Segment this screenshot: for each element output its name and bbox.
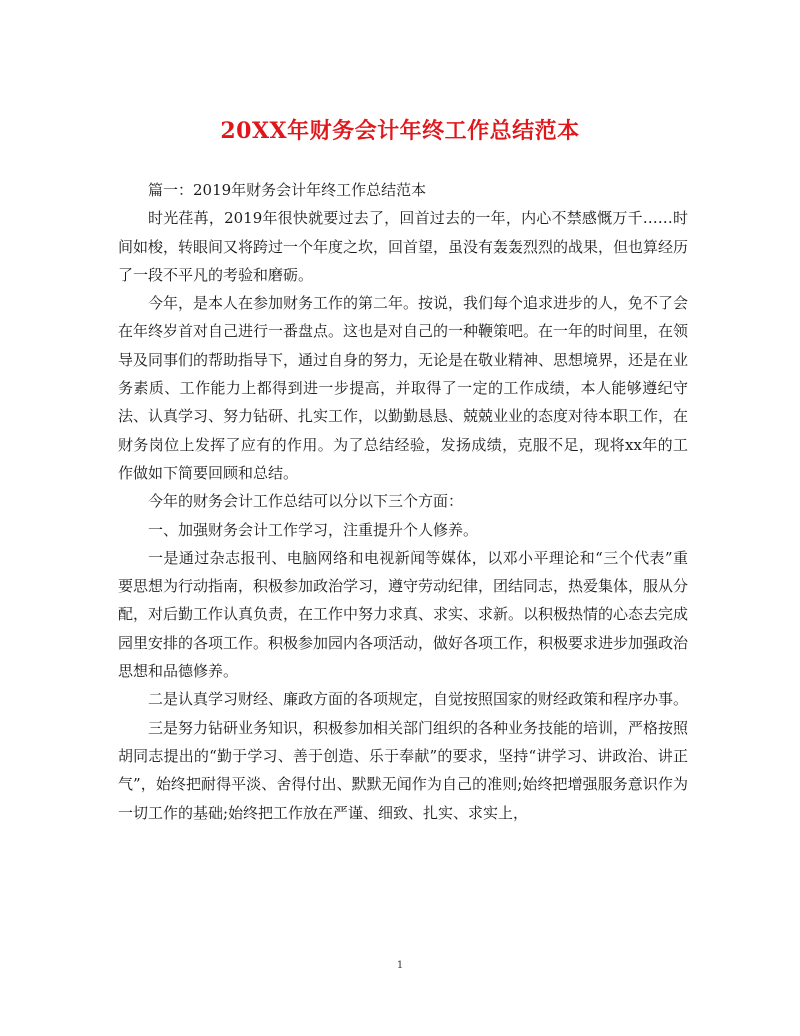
page-number: 1 (396, 960, 404, 971)
paragraph-aspects-intro: 今年的财务会计工作总结可以分以下三个方面： (148, 492, 464, 511)
paragraph-aspect-one-heading: 一、加强财务会计工作学习，注重提升个人修养。 (148, 520, 479, 539)
paragraph-section-heading: 篇一：2019年财务会计年终工作总结范本 (148, 181, 427, 199)
document-title: 20XX年财务会计年终工作总结范本 (220, 118, 580, 144)
document-body (118, 176, 688, 827)
paragraph-point-three: 三是努力钻研业务知识，积极参加相关部门组织的各种业务技能的培训，严格按照胡同志提出的“勤于学习、善于创造、乐于奉献”的要求，坚持“讲学习、讲政治、讲正气”，始终把耐得平淡、舍得付出、默默无闻作为自己的准则;始终把增强服务意识作为一切工作的基础;始终把工作放在严谨、细致、扎实、求实上， (118, 718, 689, 822)
paragraph-intro: 时光荏苒，2019年很快就要过去了，回首过去的一年，内心不禁感慨万千……时间如梭，转眼间又将跨过一个年度之坎，回首望，虽没有轰轰烈烈的战果，但也算经历了一段不平凡的考验和磨砺。 (118, 209, 689, 284)
paragraph-point-two: 二是认真学习财经、廉政方面的各项规定，自觉按照国家的财经政策和程序办事。 (148, 690, 689, 709)
paragraph-overview: 今年，是本人在参加财务工作的第二年。按说，我们每个追求进步的人，免不了会在年终岁首对自己进行一番盘点。这也是对自己的一种鞭策吧。在一年的时间里，在领导及同事们的帮助指导下，通过自身的努力，无论是在敬业精神、思想境界，还是在业务素质、工作能力上都得到进一步提高，并取得了一定的工作成绩，本人能够遵纪守法、认真学习、努力钻研、扎实工作，以勤勤恳恳、兢兢业业的态度对待本职工作，在财务岗位上发挥了应有的作用。为了总结经验，发扬成绩，克服不足，现将xx年的工作做如下简要回顾和总结。 (118, 294, 689, 482)
paragraph-point-one: 一是通过杂志报刊、电脑网络和电视新闻等媒体，以邓小平理论和“三个代表”重要思想为行动指南，积极参加政治学习，遵守劳动纪律，团结同志，热爱集体，服从分配，对后勤工作认真负责，在工作中努力求真、求实、求新。以积极热情的心态去完成园里安排的各项工作。积极参加园内各项活动，做好各项工作，积极要求进步加强政治思想和品德修养。 (118, 548, 689, 681)
